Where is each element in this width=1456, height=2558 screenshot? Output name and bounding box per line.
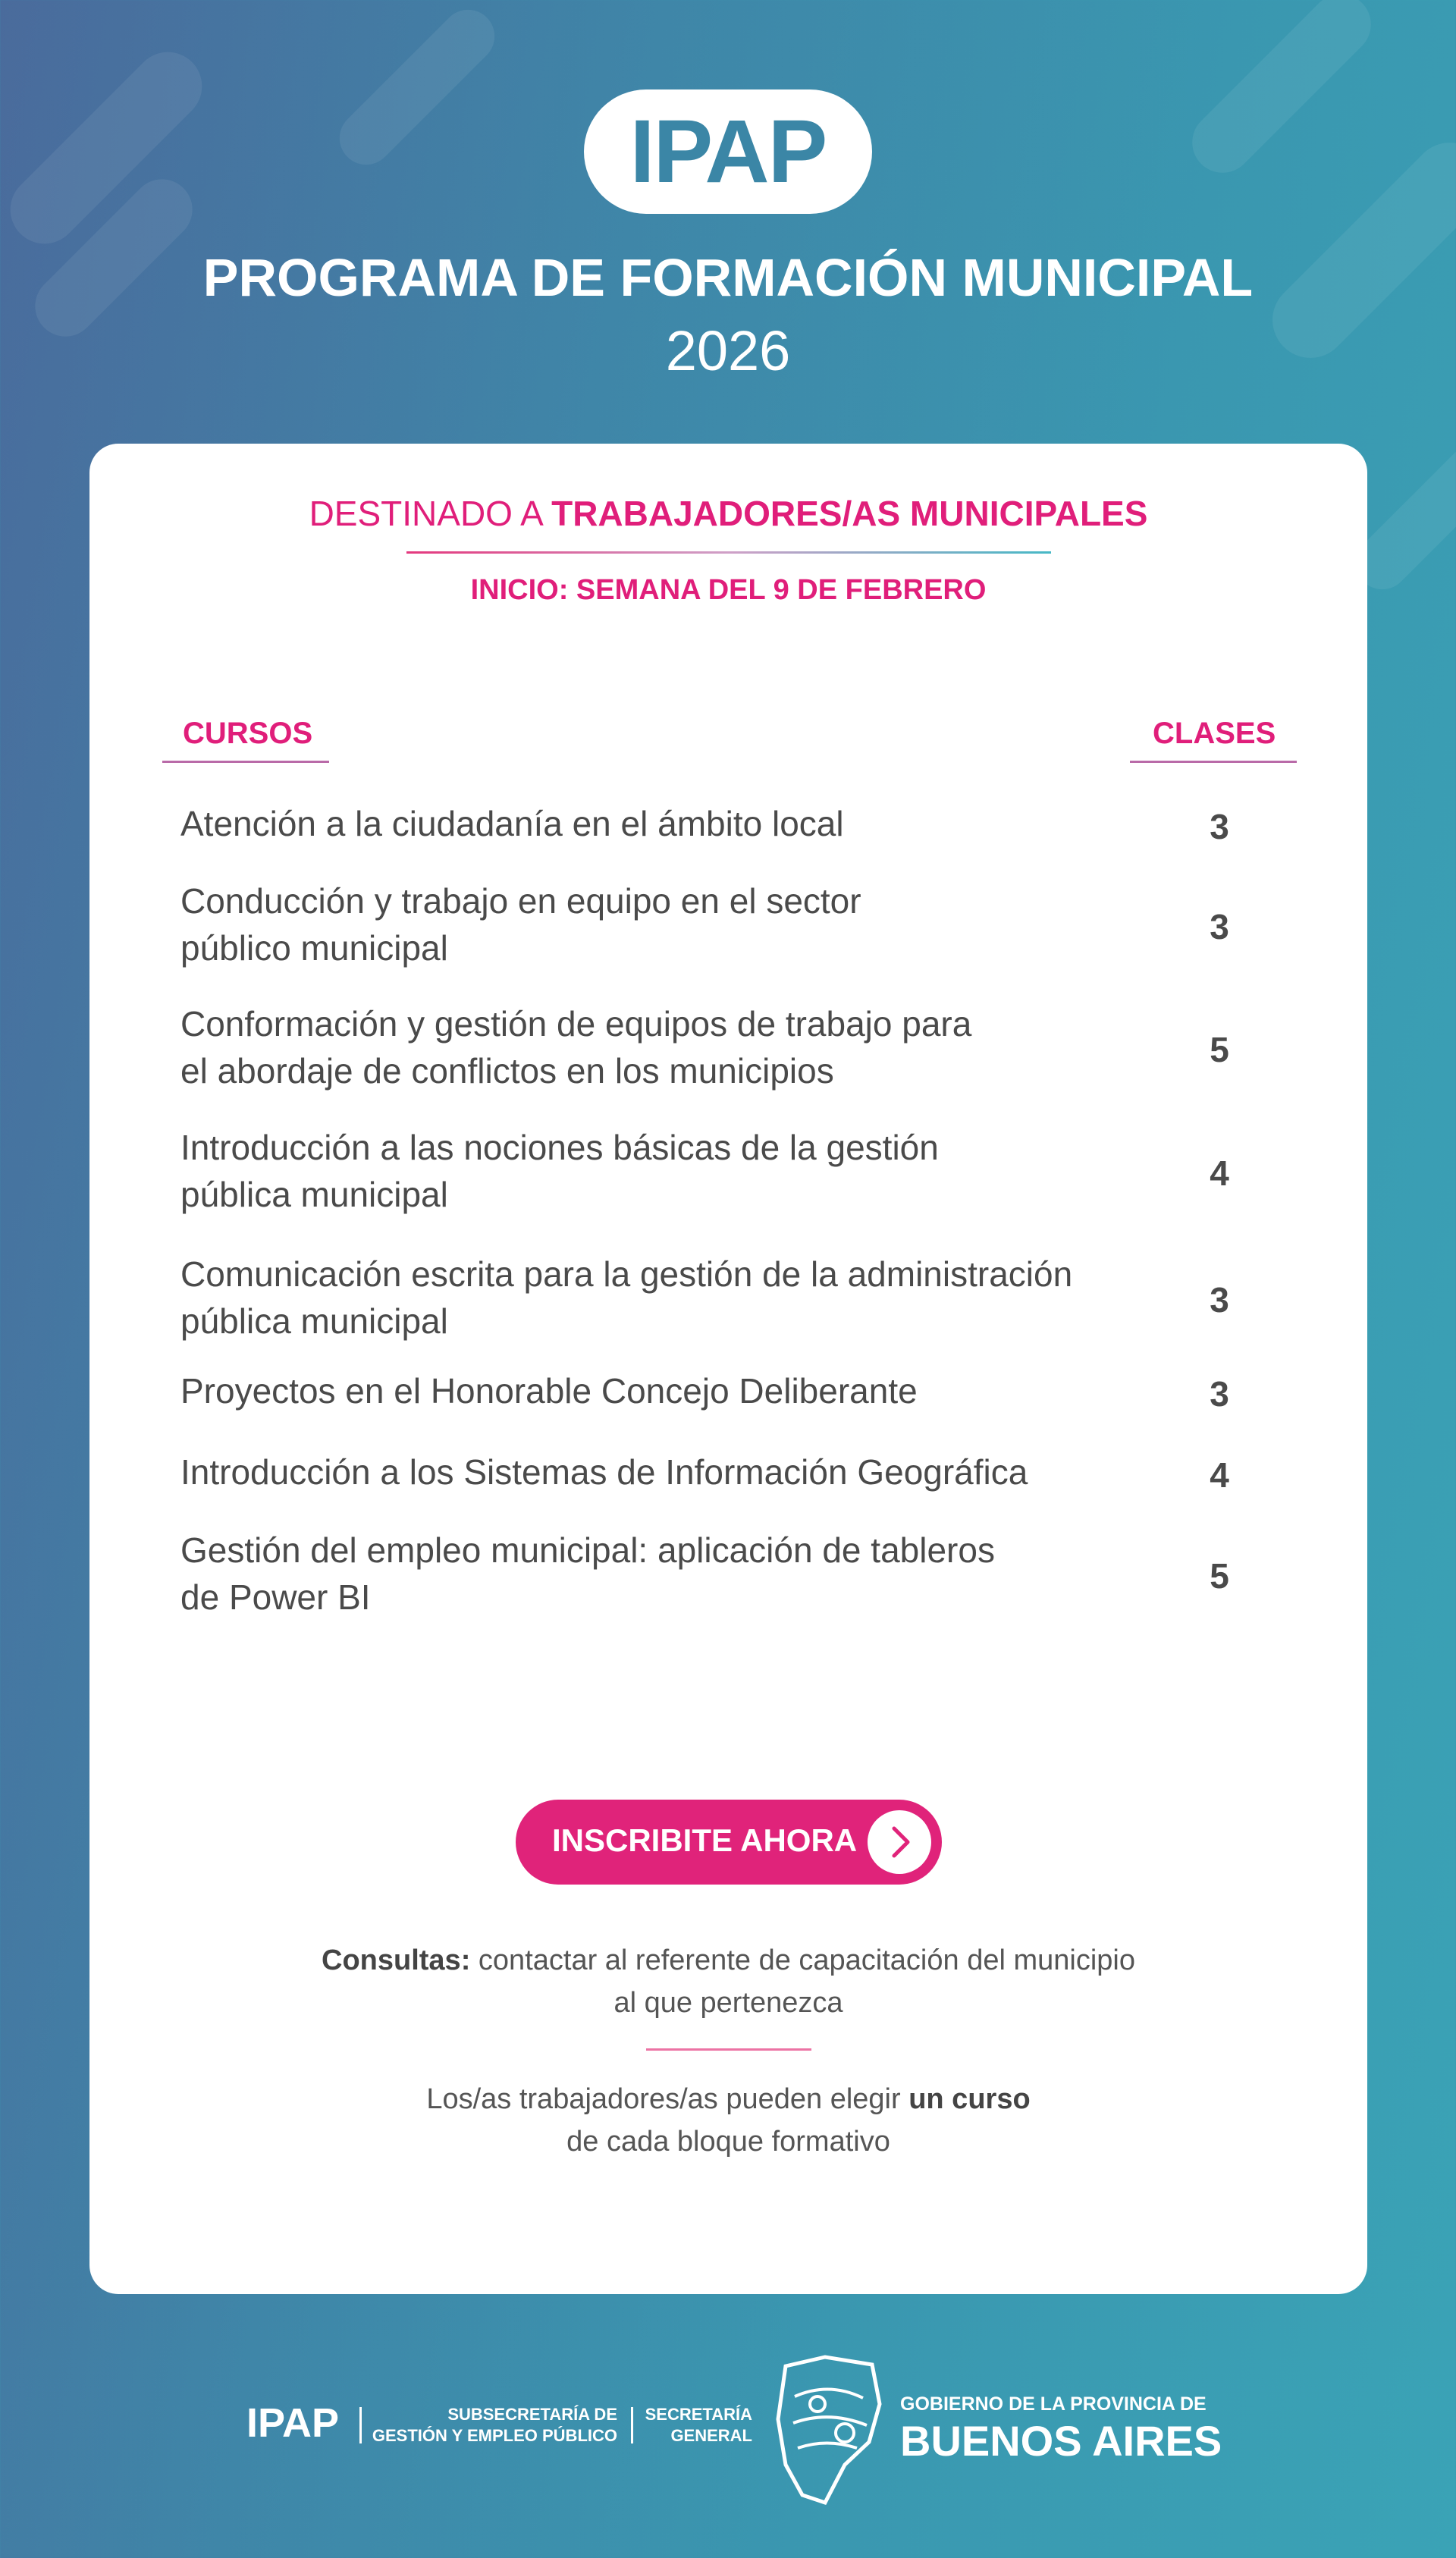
footer-ipap-logo: IPAP [246, 2400, 340, 2446]
header-underline [1130, 761, 1297, 763]
chevron-right-icon [868, 1810, 931, 1874]
course-classes: 5 [1210, 1030, 1229, 1069]
footer-separator [359, 2407, 362, 2443]
course-classes: 3 [1210, 907, 1229, 946]
header-underline [162, 761, 329, 763]
course-classes: 3 [1210, 1374, 1229, 1414]
footer [0, 2343, 1456, 2525]
note-strong: un curso [908, 2083, 1031, 2115]
note-line2: de cada bloque formativo [566, 2126, 890, 2158]
program-card [89, 444, 1367, 2294]
audience-strong: TRABAJADORES/AS MUNICIPALES [551, 494, 1148, 533]
course-classes: 4 [1210, 1153, 1229, 1193]
footer-separator [631, 2407, 633, 2443]
consult-line2: al que pertenezca [613, 1987, 843, 2019]
enroll-button-label: INSCRIBITE AHORA [552, 1822, 858, 1858]
column-header-courses: CURSOS [183, 717, 313, 750]
footer-subsecretaria: SUBSECRETARÍA DE GESTIÓN Y EMPLEO PÚBLICO [372, 2405, 617, 2445]
course-name: Conducción y trabajo en equipo en el sector público municipal [180, 881, 861, 968]
consult-line1: contactar al referente de capacitación del municipio [478, 1944, 1135, 1976]
province-shield-icon [772, 2351, 886, 2509]
consult-text [89, 1939, 1367, 2024]
decor-stroke [328, 0, 505, 176]
audience [89, 493, 1367, 534]
course-classes: 3 [1210, 1280, 1229, 1320]
divider [646, 2048, 811, 2051]
course-name: Introducción a las nociones básicas de la gestión pública municipal [180, 1128, 939, 1214]
course-name: Gestión del empleo municipal: aplicación de tableros de Power BI [180, 1530, 995, 1617]
note-text [89, 2078, 1367, 2163]
consult-label: Consultas: [322, 1944, 471, 1976]
course-classes: 4 [1210, 1455, 1229, 1495]
course-name: Comunicación escrita para la gestión de la administración pública municipal [180, 1254, 1073, 1341]
footer-secretaria: SECRETARÍA GENERAL [645, 2405, 752, 2445]
course-name: Conformación y gestión de equipos de trabajo para el abordaje de conflictos en los municipios [180, 1004, 972, 1091]
note-prefix: Los/as trabajadores/as pueden elegir [426, 2083, 901, 2115]
column-header-classes: CLASES [1153, 717, 1276, 750]
course-classes: 3 [1210, 807, 1229, 846]
ipap-logo: IPAP [584, 89, 872, 214]
audience-prefix: DESTINADO A [309, 494, 542, 533]
enroll-button[interactable] [516, 1800, 942, 1885]
start-date: INICIO: SEMANA DEL 9 DE FEBRERO [470, 574, 987, 606]
page-title: PROGRAMA DE FORMACIÓN MUNICIPAL [202, 248, 1254, 307]
decor-stroke [1180, 0, 1384, 185]
course-name: Atención a la ciudadanía en el ámbito local [180, 804, 844, 843]
course-classes: 5 [1210, 1556, 1229, 1596]
footer-gov-label: GOBIERNO DE LA PROVINCIA DE [900, 2393, 1207, 2415]
course-name: Introducción a los Sistemas de Información Geográfica [180, 1452, 1028, 1492]
year: 2026 [665, 319, 791, 382]
audience-divider [406, 551, 1051, 554]
course-name: Proyectos en el Honorable Concejo Deliberante [180, 1371, 918, 1411]
footer-buenos-aires: BUENOS AIRES [900, 2417, 1222, 2465]
